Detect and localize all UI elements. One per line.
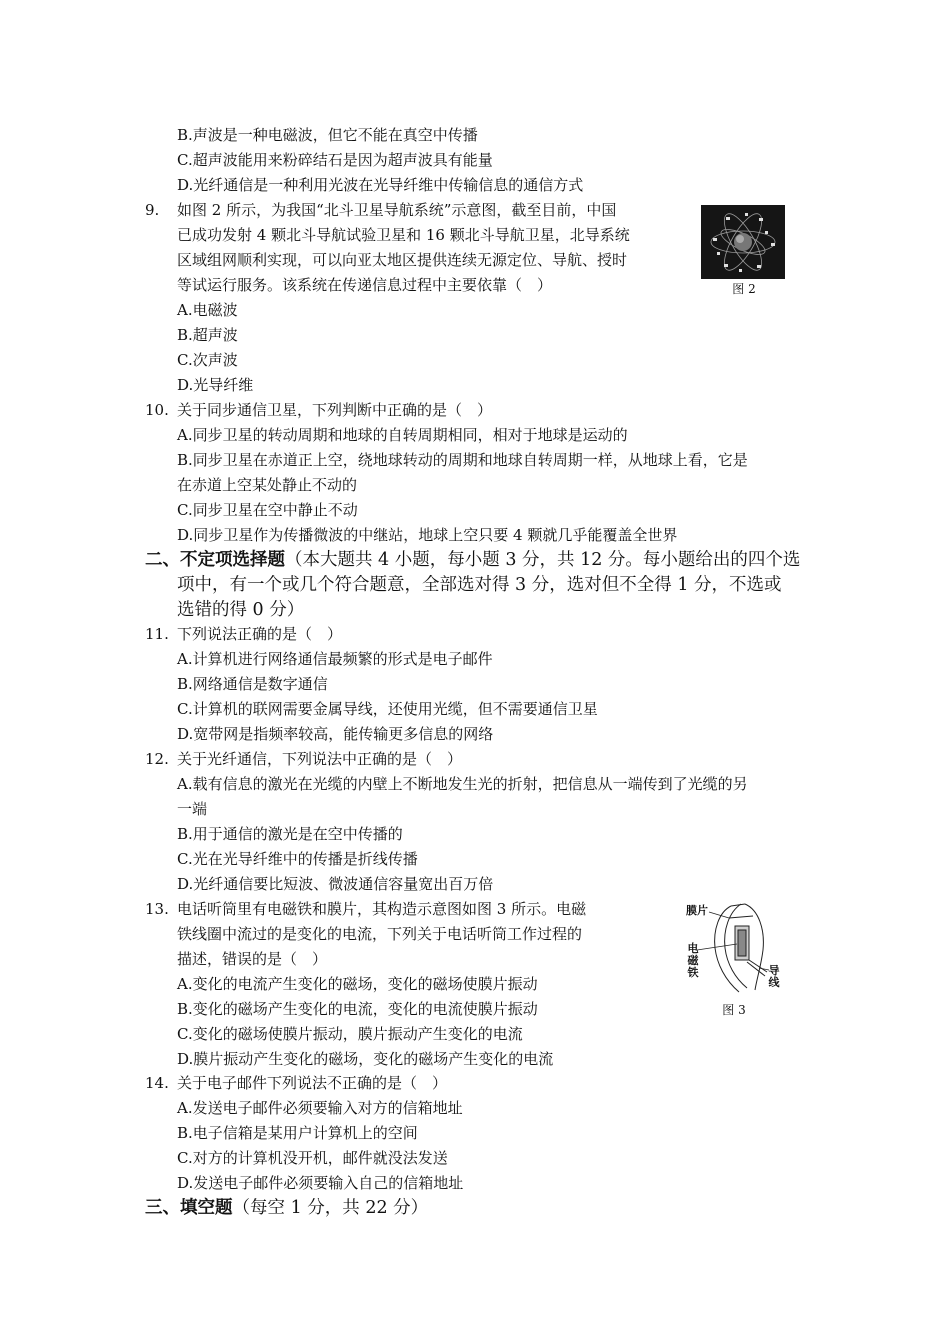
q9-option-a: A.电磁波: [177, 301, 238, 319]
q11-option-a: A.计算机进行网络通信最频繁的形式是电子邮件: [177, 650, 493, 668]
satellite-orbit-icon: [701, 205, 785, 279]
q12-option-a-line-1: A.载有信息的激光在光缆的内壁上不断地发生光的折射，把信息从一端传到了光缆的另: [177, 775, 748, 793]
q13-stem-line-3: 描述，错误的是（ ）: [177, 950, 328, 968]
q12-option-d: D.光纤通信要比短波、微波通信容量宽出百万倍: [177, 875, 494, 893]
q8-option-c: C.超声波能用来粉碎结石是因为超声波具有能量: [177, 151, 493, 169]
q13-number: 13.: [145, 900, 169, 918]
figure-3-label-diaphragm: 膜片: [686, 904, 708, 917]
q12-stem: 关于光纤通信，下列说法中正确的是（ ）: [177, 750, 463, 768]
q10-number: 10.: [145, 401, 169, 419]
q9-number: 9.: [145, 201, 160, 219]
q10-option-c: C.同步卫星在空中静止不动: [177, 501, 358, 519]
q10-option-b-line-2: 在赤道上空某处静止不动的: [177, 476, 358, 494]
wire-char: 线: [768, 976, 780, 989]
q12-option-b: B.用于通信的激光是在空中传播的: [177, 825, 403, 843]
section-3-title: 三、填空题: [145, 1198, 233, 1218]
q9-stem-line-4: 等试运行服务。该系统在传递信息过程中主要依靠（ ）: [177, 276, 553, 294]
q13-option-b: B.变化的磁场产生变化的电流，变化的电流使膜片振动: [177, 1000, 538, 1018]
figure-2-caption: 图 2: [732, 282, 756, 296]
q13-option-a: A.变化的电流产生变化的磁场，变化的磁场使膜片振动: [177, 975, 538, 993]
section-2-instructions-2: 项中，有一个或几个符合题意，全部选对得 3 分，选对但不全得 1 分，不选或: [177, 575, 782, 595]
q13-option-d: D.膜片振动产生变化的磁场，变化的磁场产生变化的电流: [177, 1050, 554, 1068]
q11-stem: 下列说法正确的是（ ）: [177, 625, 343, 643]
figure-3-label-wire: [767, 965, 781, 989]
section-3-instructions: （每空 1 分，共 22 分）: [232, 1198, 429, 1218]
q14-option-c: C.对方的计算机没开机，邮件就没法发送: [177, 1149, 448, 1167]
q11-option-b: B.网络通信是数字通信: [177, 675, 328, 693]
q14-option-d: D.发送电子邮件必须要输入自己的信箱地址: [177, 1174, 464, 1192]
figure-3-caption: 图 3: [722, 1003, 746, 1017]
figure-3-label-magnet: [686, 943, 700, 979]
q14-option-a: A.发送电子邮件必须要输入对方的信箱地址: [177, 1099, 463, 1117]
q12-number: 12.: [145, 750, 169, 768]
q10-stem: 关于同步通信卫星，下列判断中正确的是（ ）: [177, 401, 493, 419]
q14-number: 14.: [145, 1074, 169, 1092]
section-3-heading: [145, 1196, 428, 1221]
q13-stem-line-2: 铁线圈中流过的是变化的电流，下列关于电话听筒工作过程的: [177, 925, 583, 943]
magnet-char: 电: [687, 942, 699, 955]
q12-option-a-line-2: 一端: [177, 800, 208, 818]
q9-stem-line-3: 区域组网顺利实现，可以向亚太地区提供连续无源定位、导航、授时: [177, 251, 628, 269]
q12-option-c: C.光在光导纤维中的传播是折线传播: [177, 850, 418, 868]
q9-stem-line-1: 如图 2 所示，为我国“北斗卫星导航系统”示意图，截至目前，中国: [177, 201, 617, 219]
q11-option-d: D.宽带网是指频率较高，能传输更多信息的网络: [177, 725, 494, 743]
q10-option-a: A.同步卫星的转动周期和地球的自转周期相同，相对于地球是运动的: [177, 426, 628, 444]
section-2-title: 二、不定项选择题: [145, 550, 285, 570]
wire-char: 导: [768, 964, 780, 977]
q9-stem-line-2: 已成功发射 4 颗北斗导航试验卫星和 16 颗北斗导航卫星，北导系统: [177, 226, 630, 244]
q9-option-b: B.超声波: [177, 326, 238, 344]
q10-option-b-line-1: B.同步卫星在赤道正上空，绕地球转动的周期和地球自转周期一样，从地球上看，它是: [177, 451, 748, 469]
magnet-char: 铁: [687, 966, 699, 979]
magnet-char: 磁: [687, 954, 699, 967]
q9-option-c: C.次声波: [177, 351, 238, 369]
q13-option-c: C.变化的磁场使膜片振动，膜片振动产生变化的电流: [177, 1025, 523, 1043]
q8-option-b: B.声波是一种电磁波，但它不能在真空中传播: [177, 126, 478, 144]
q14-option-b: B.电子信箱是某用户计算机上的空间: [177, 1124, 418, 1142]
q8-option-d: D.光纤通信是一种利用光波在光导纤维中传输信息的通信方式: [177, 176, 584, 194]
q14-stem: 关于电子邮件下列说法不正确的是（ ）: [177, 1074, 448, 1092]
figure-2-satellite-system: [701, 205, 785, 279]
section-2-instructions-1: （本大题共 4 小题，每小题 3 分，共 12 分。每小题给出的四个选: [285, 550, 801, 570]
q11-option-c: C.计算机的联网需要金属导线，还使用光缆，但不需要通信卫星: [177, 700, 598, 718]
q9-option-d: D.光导纤维: [177, 376, 254, 394]
q11-number: 11.: [145, 625, 169, 643]
q10-option-d: D.同步卫星作为传播微波的中继站，地球上空只要 4 颗就几乎能覆盖全世界: [177, 526, 678, 544]
section-2-instructions-3: 选错的得 0 分）: [177, 600, 305, 620]
section-2-heading: [145, 548, 800, 573]
q13-stem-line-1: 电话听筒里有电磁铁和膜片，其构造示意图如图 3 所示。电磁: [177, 900, 587, 918]
